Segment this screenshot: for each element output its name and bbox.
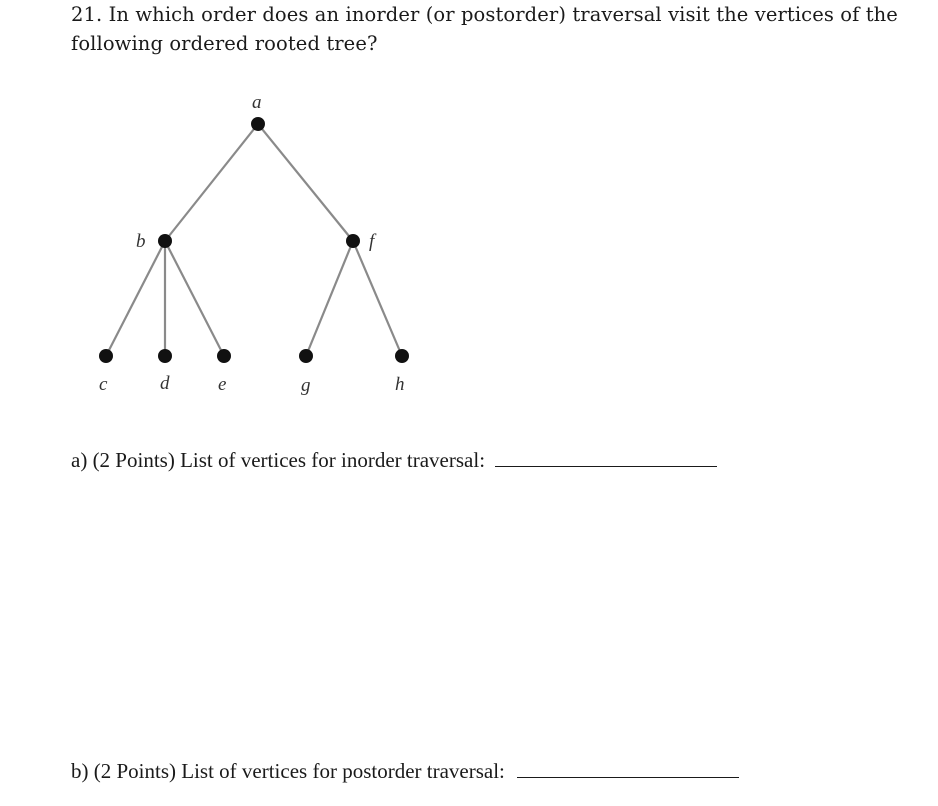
node-e [217, 349, 231, 363]
part-b-label: b) (2 Points) List of vertices for postorder traversal: [71, 759, 505, 783]
node-label-h: h [395, 374, 405, 395]
question-text: 21. In which order does an inorder (or postorder) traversal visit the vertices of the following ordered rooted tree? [71, 3, 898, 55]
node-label-f: f [369, 231, 375, 252]
node-label-d: d [160, 373, 170, 394]
edge-f-g [306, 241, 353, 356]
node-a [251, 117, 265, 131]
node-g [299, 349, 313, 363]
node-d [158, 349, 172, 363]
node-b [158, 234, 172, 248]
part-b-answer-line[interactable] [517, 777, 739, 778]
edge-b-e [165, 241, 224, 356]
node-label-b: b [136, 231, 146, 252]
edge-b-c [106, 241, 165, 356]
node-h [395, 349, 409, 363]
node-c [99, 349, 113, 363]
part-a-answer-line[interactable] [495, 466, 717, 467]
node-label-g: g [301, 375, 311, 396]
part-a [71, 447, 717, 473]
part-b [71, 758, 739, 784]
node-f [346, 234, 360, 248]
edge-a-b [165, 124, 258, 241]
node-label-c: c [99, 374, 108, 395]
tree-nodes [99, 117, 409, 363]
node-label-a: a [252, 92, 262, 113]
edge-f-h [353, 241, 402, 356]
node-label-e: e [218, 374, 227, 395]
edge-a-f [258, 124, 353, 241]
part-a-label: a) (2 Points) List of vertices for inorder traversal: [71, 448, 486, 472]
